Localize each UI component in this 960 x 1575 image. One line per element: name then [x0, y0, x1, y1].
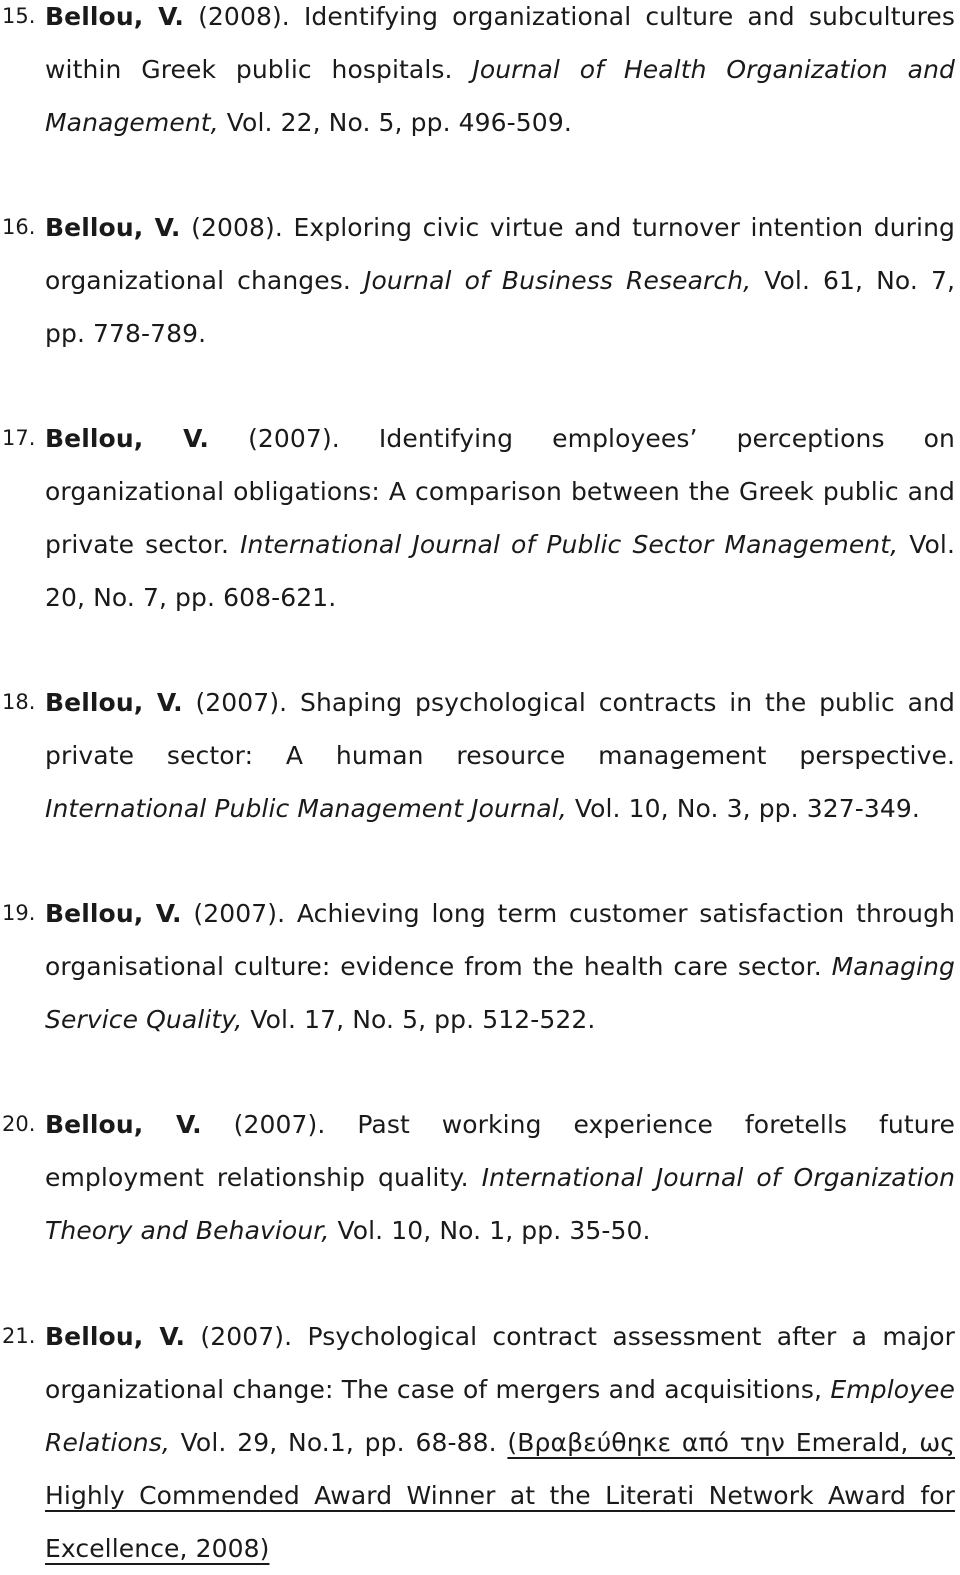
reference-details: Vol. 22, No. 5, pp. 496-509. — [226, 108, 572, 137]
reference-journal: International Journal of Organization Theory and Behaviour, — [45, 1163, 956, 1245]
reference-number: 15. — [2, 4, 36, 28]
reference-journal: Managing Service Quality, — [45, 952, 955, 1034]
reference-text — [45, 676, 955, 835]
reference-title: Achieving long term customer satisfaction through organisational culture: evidence from the health care sector. — [45, 899, 956, 981]
award-note: (Βραβεύθηκε από την Emerald, ως Highly Commended Award Winner at the Literati Network Award for Excellence, 2008) — [45, 1428, 955, 1563]
reference-journal: International Public Management Journal, — [45, 794, 567, 823]
reference-title: Identifying employees’ perceptions on organizational obligations: A comparison between the Greek public and private sector. — [45, 424, 955, 559]
reference-details: Vol. 29, No.1, pp. 68-88. — [180, 1428, 497, 1457]
reference-author: Bellou, V. — [45, 688, 183, 717]
reference-text — [45, 0, 955, 149]
reference-details: Vol. 61, No. 7, pp. 778-789. — [45, 266, 956, 348]
reference-author: Bellou, V. — [45, 1322, 186, 1351]
reference-journal: Employee Relations, — [45, 1375, 956, 1457]
reference-details: Vol. 20, No. 7, pp. 608-621. — [45, 530, 955, 612]
reference-number: 16. — [2, 215, 36, 239]
reference-details: Vol. 10, No. 1, pp. 35-50. — [337, 1216, 651, 1245]
reference-title: Past working experience foretells future employment relationship quality. — [45, 1110, 955, 1192]
reference-text — [45, 201, 955, 360]
reference-title: Identifying organizational culture and subcultures within Greek public hospitals. — [45, 2, 956, 84]
reference-text — [45, 1098, 955, 1257]
reference-number: 20. — [2, 1112, 36, 1136]
reference-text — [45, 1310, 955, 1575]
reference-year: (2008). — [198, 2, 290, 31]
reference-author: Bellou, V. — [45, 2, 184, 31]
reference-number: 21. — [2, 1324, 36, 1348]
reference-title: Psychological contract assessment after a major organizational change: The case of mergers and acquisitions, — [45, 1322, 956, 1404]
reference-text — [45, 887, 955, 1046]
reference-details: Vol. 10, No. 3, pp. 327-349. — [574, 794, 920, 823]
reference-author: Bellou, V. — [45, 424, 209, 453]
reference-text — [45, 412, 955, 624]
reference-year: (2007). — [195, 688, 288, 717]
reference-number: 17. — [2, 426, 36, 450]
reference-year: (2007). — [248, 424, 340, 453]
reference-number: 18. — [2, 690, 36, 714]
reference-year: (2007). — [193, 899, 286, 928]
reference-year: (2007). — [233, 1110, 326, 1139]
reference-journal: Journal of Business Research, — [363, 266, 752, 295]
reference-number: 19. — [2, 901, 36, 925]
reference-author: Bellou, V. — [45, 1110, 202, 1139]
reference-year: (2008). — [191, 213, 283, 242]
reference-title: Shaping psychological contracts in the public and private sector: A human resource management perspective. — [45, 688, 955, 770]
reference-author: Bellou, V. — [45, 899, 182, 928]
reference-author: Bellou, V. — [45, 213, 181, 242]
reference-journal: Journal of Health Organization and Management, — [45, 55, 955, 137]
reference-details: Vol. 17, No. 5, pp. 512-522. — [250, 1005, 596, 1034]
reference-journal: International Journal of Public Sector Management, — [240, 530, 899, 559]
reference-year: (2007). — [200, 1322, 293, 1351]
reference-title: Exploring civic virtue and turnover intention during organizational changes. — [45, 213, 956, 295]
